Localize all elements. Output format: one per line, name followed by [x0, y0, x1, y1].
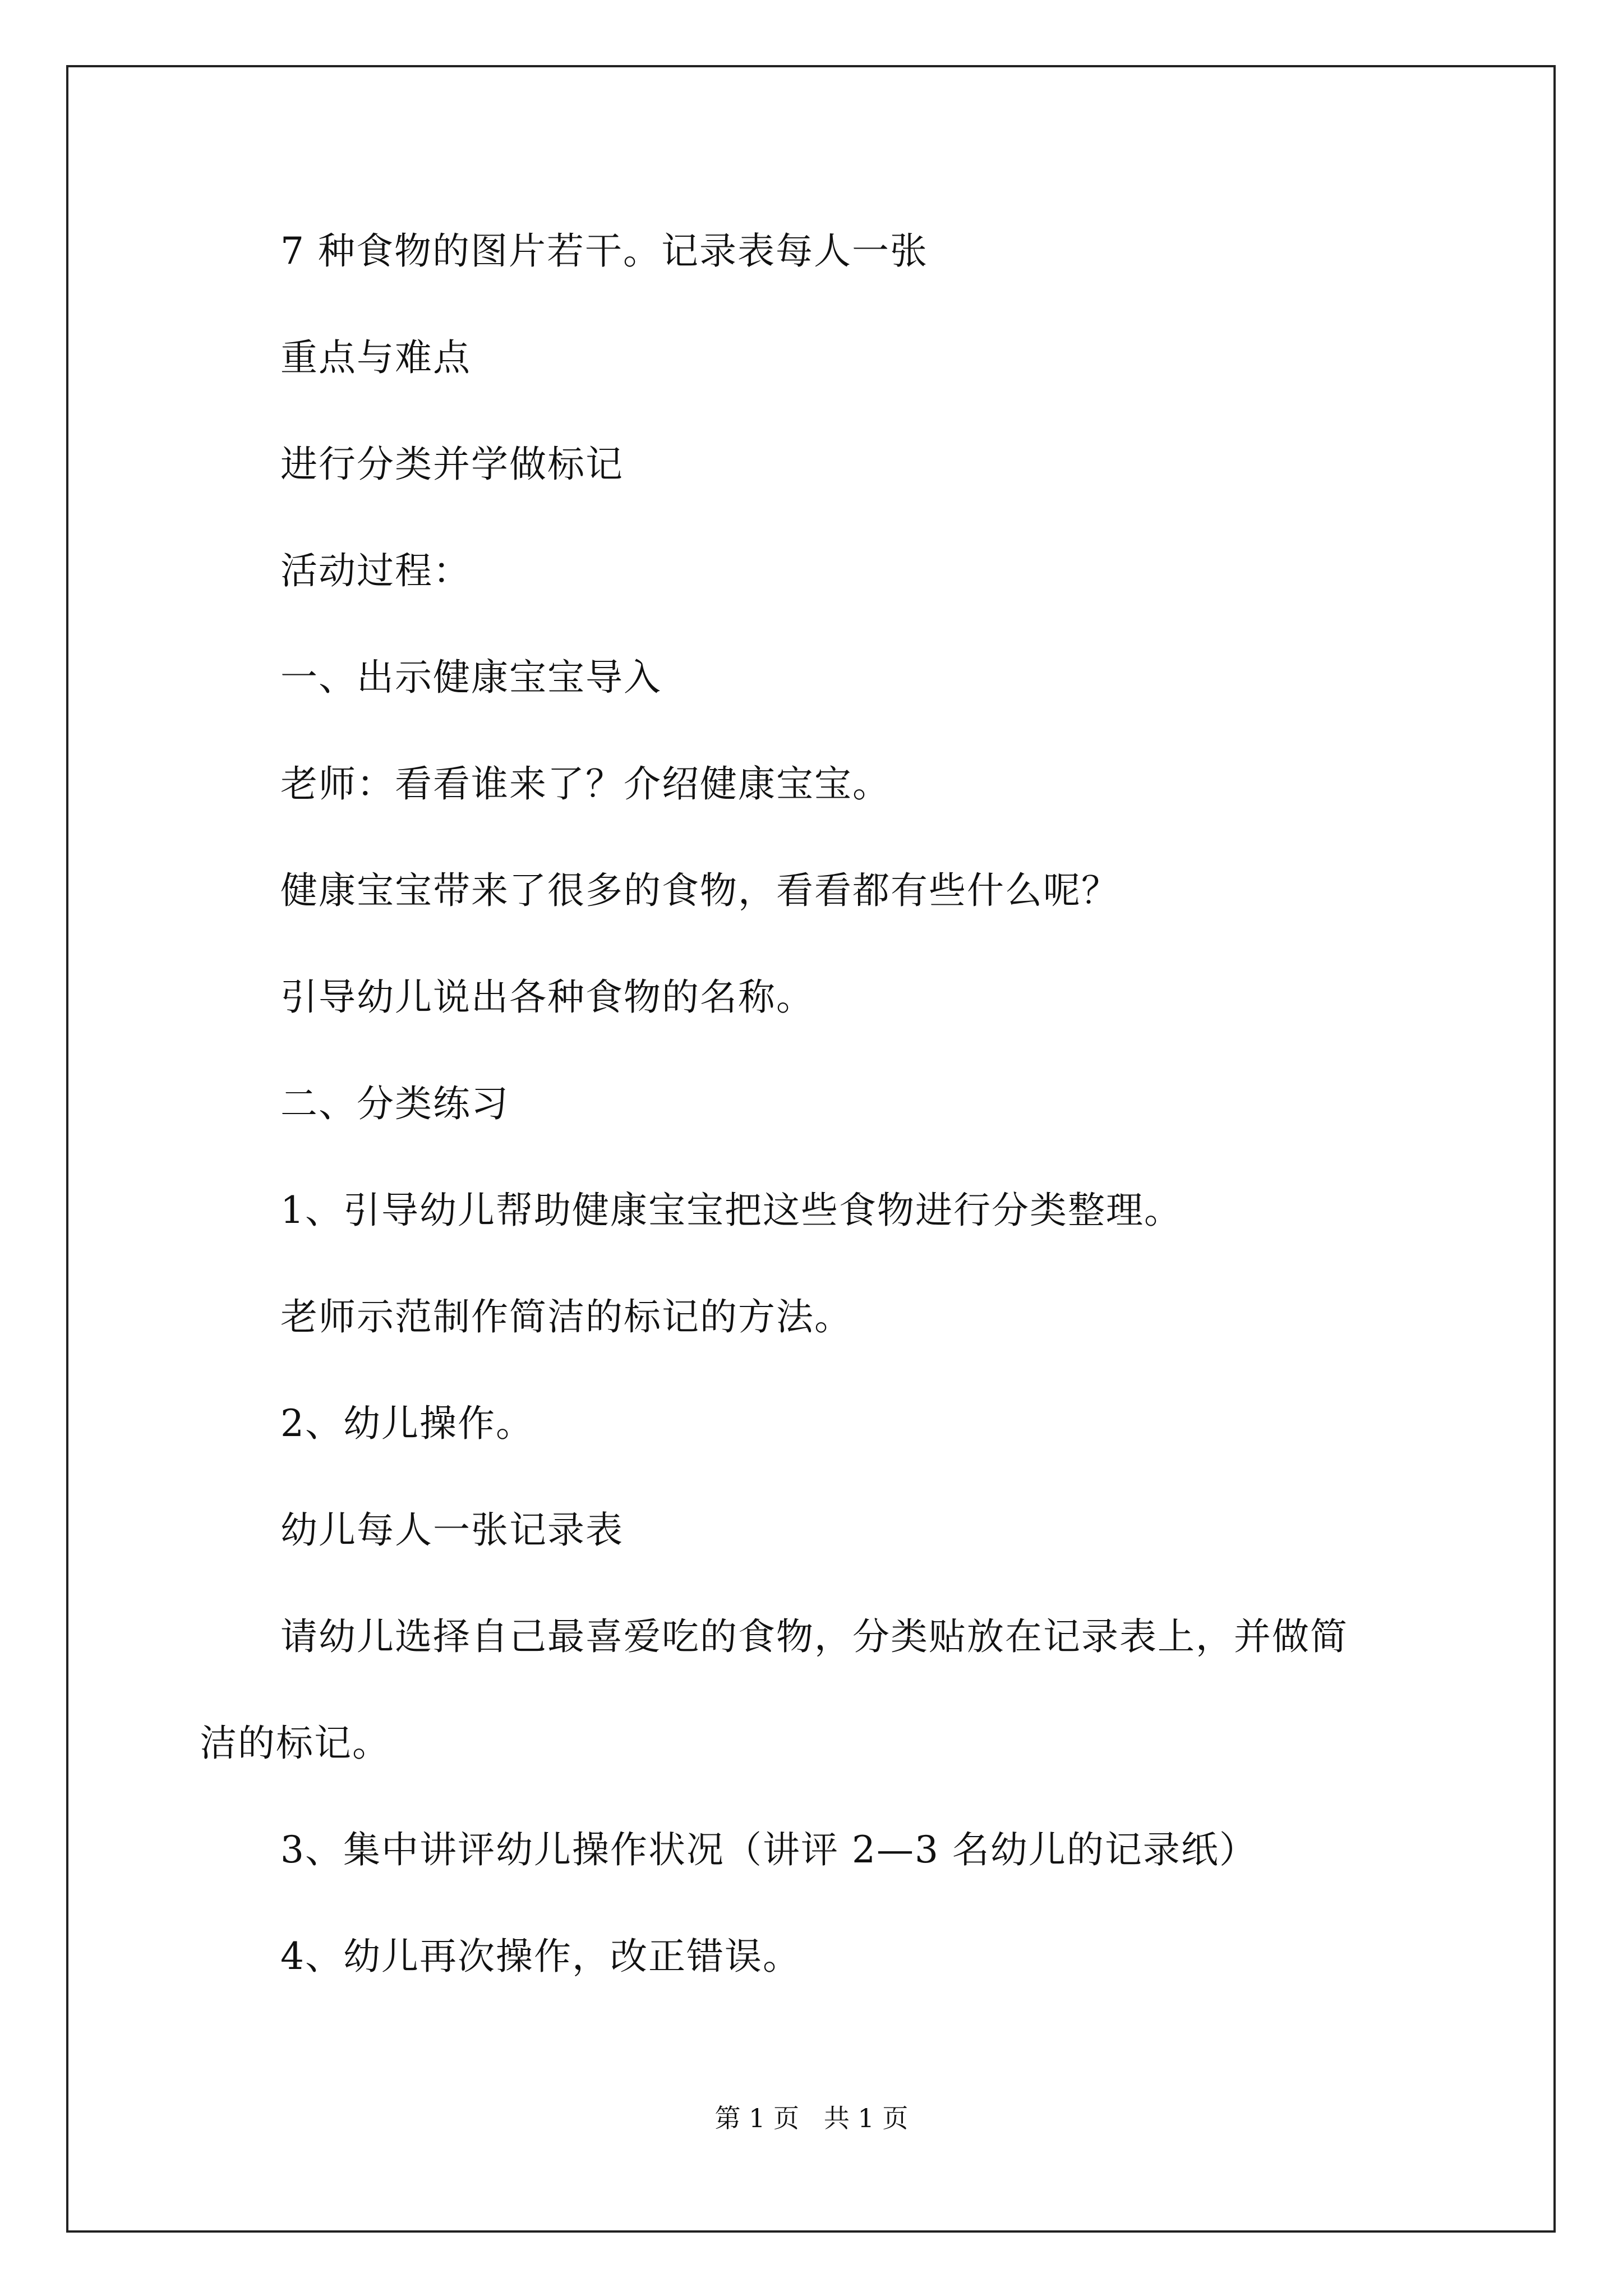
- text-line-5: 一、出示健康宝宝导入: [280, 656, 662, 699]
- text-line-12: 2、幼儿操作。: [280, 1402, 534, 1445]
- text-line-4: 活动过程：: [280, 549, 471, 592]
- text-line-8: 引导幼儿说出各种食物的名称。: [280, 976, 814, 1019]
- text-line-6: 老师：看看谁来了？介绍健康宝宝。: [280, 762, 891, 806]
- text-line-11: 老师示范制作简洁的标记的方法。: [280, 1295, 852, 1338]
- text-line-17: 4、幼儿再次操作，改正错误。: [280, 1935, 801, 1978]
- text-line-9: 二、分类练习: [280, 1082, 509, 1125]
- page-footer: 第 1 页 共 1 页: [714, 2103, 909, 2133]
- text-line-7: 健康宝宝带来了很多的食物，看看都有些什么呢？: [280, 869, 1119, 912]
- text-line-3: 进行分类并学做标记: [280, 443, 624, 486]
- page-border: [66, 65, 1556, 2233]
- text-line-13: 幼儿每人一张记录表: [280, 1508, 624, 1552]
- text-line-15: 洁的标记。: [200, 1722, 390, 1765]
- text-line-16: 3、集中讲评幼儿操作状况（讲评 2—3 名幼儿的记录纸）: [280, 1828, 1257, 1871]
- text-line-10: 1、引导幼儿帮助健康宝宝把这些食物进行分类整理。: [280, 1189, 1182, 1232]
- text-line-2: 重点与难点: [280, 336, 471, 379]
- text-line-14: 请幼儿选择自己最喜爱吃的食物，分类贴放在记录表上，并做简: [280, 1615, 1348, 1658]
- text-line-1: 7 种食物的图片若干。记录表每人一张: [280, 229, 928, 273]
